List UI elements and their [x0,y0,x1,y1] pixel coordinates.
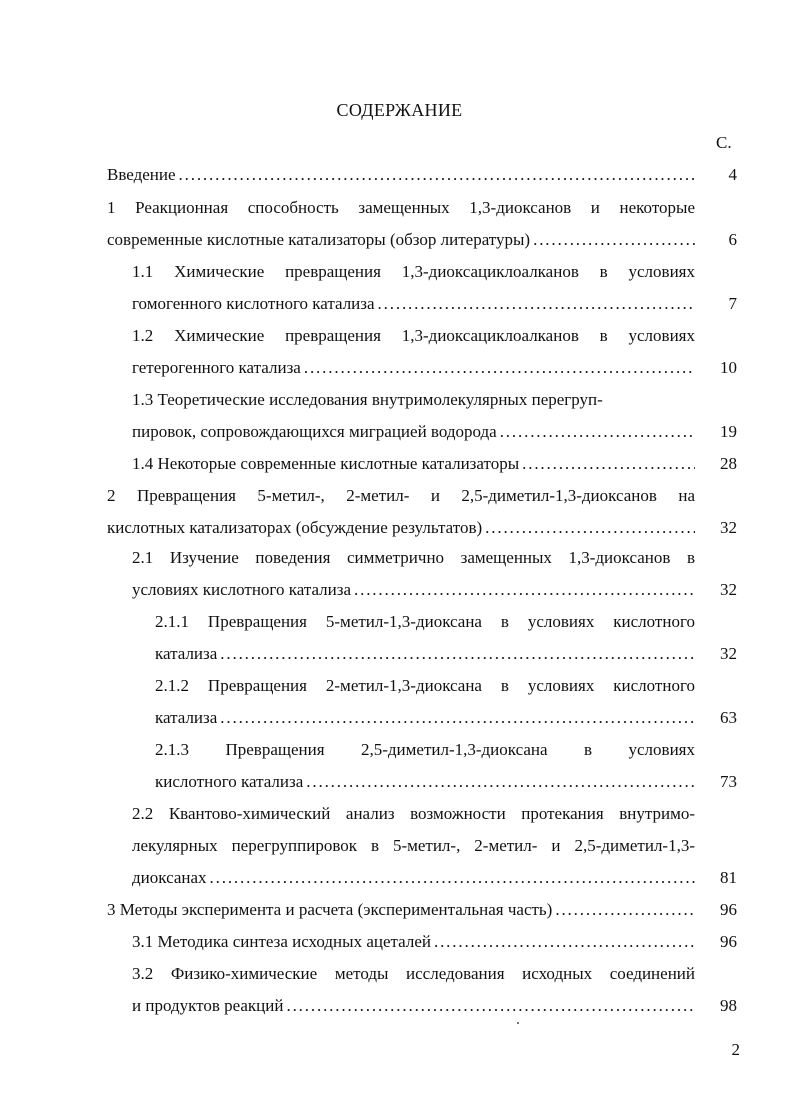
toc-page-number: 73 [720,772,737,791]
toc-entry-line: 1.3 Теоретические исследования внутримолекулярных перегруп- [132,390,603,409]
toc-entry-line: 2.1.2 Превращения 2-метил-1,3-диоксана в условиях кислотного [155,676,695,695]
leader-dots [286,994,695,1018]
toc-entry-line: 3.2 Физико-химические методы исследования исходных соединений [132,964,695,983]
toc-page-number: 63 [720,708,737,727]
toc-entry-line [132,292,695,316]
toc-entry-line [107,898,695,922]
leader-dots [555,898,695,922]
leader-dots [220,706,695,730]
page-column-label: С. [716,133,732,152]
toc-entry-line: 1 Реакционная способность замещенных 1,3-диоксанов и некоторые [107,198,695,217]
toc-entry-line: 2.2 Квантово-химический анализ возможности протекания внутримо- [132,804,695,823]
toc-entry-line: 1.2 Химические превращения 1,3-диоксациклоалканов в условиях [132,326,695,345]
toc-entry-line: лекулярных перегруппировок в 5-метил-, 2-метил- и 2,5-диметил-1,3- [132,836,695,855]
toc-entry-line [107,228,695,252]
leader-dots [378,292,695,316]
leader-dots [354,578,695,602]
toc-entry-line: 2.1.1 Превращения 5-метил-1,3-диоксана в условиях кислотного [155,612,695,631]
toc-page-number: 6 [728,230,737,249]
leader-dots [500,420,695,444]
toc-entry-line [132,930,695,954]
toc-entry-line [132,866,695,890]
toc-entry-line: 2.1.3 Превращения 2,5-диметил-1,3-диоксана в условиях [155,740,695,759]
toc-entry-line [132,420,695,444]
toc-entry-text: катализа [155,708,218,727]
leader-dots [434,930,695,954]
toc-entry-line [155,770,695,794]
toc-entry-text: 1.4 Некоторые современные кислотные катализаторы [132,454,520,473]
toc-entry-text: пировок, сопровождающихся миграцией водорода [132,422,497,441]
page-number: 2 [731,1040,740,1059]
leader-dots [220,642,695,666]
toc-entry-text: современные кислотные катализаторы (обзор литературы) [107,230,531,249]
toc-entry-line [132,356,695,380]
scan-speck [517,1022,519,1024]
toc-entry-line [155,642,695,666]
toc-page-number: 32 [720,518,737,537]
toc-page-number: 32 [720,644,737,663]
toc-page-number: 28 [720,454,737,473]
toc-entry-line: 1.1 Химические превращения 1,3-диоксациклоалканов в условиях [132,262,695,281]
leader-dots [485,516,695,540]
toc-entry-text: условиях кислотного катализа [132,580,351,599]
toc-entry-text: катализа [155,644,218,663]
toc-entry-line: 2 Превращения 5-метил-, 2-метил- и 2,5-диметил-1,3-диоксанов на [107,486,695,505]
toc-page-number: 7 [728,294,737,313]
page-title: СОДЕРЖАНИЕ [336,100,463,120]
leader-dots [522,452,695,476]
toc-entry-line [107,516,695,540]
toc-entry-text: 3 Методы эксперимента и расчета (экспериментальная часть) [107,900,553,919]
toc-page-number: 32 [720,580,737,599]
toc-page-number: 96 [720,900,737,919]
toc-entry-text: гомогенного кислотного катализа [132,294,375,313]
toc-entry-text: диоксанах [132,868,207,887]
toc-entry-text: 3.1 Методика синтеза исходных ацеталей [132,932,431,951]
toc-entry-line [132,452,695,476]
toc-entry-text: и продуктов реакций [132,996,284,1015]
leader-dots [210,866,695,890]
toc-entry-text: кислотных катализаторах (обсуждение результатов) [107,518,483,537]
toc-page-number: 19 [720,422,737,441]
toc-page-number: 4 [728,165,737,184]
leader-dots [306,770,695,794]
toc-entry-line: 2.1 Изучение поведения симметрично замещенных 1,3-диоксанов в [132,548,695,567]
toc-page-number: 81 [720,868,737,887]
toc-page-number: 96 [720,932,737,951]
leader-dots [179,163,695,187]
toc-entry-line [132,994,695,1018]
toc-entry-text: Введение [107,165,176,184]
toc-entry-line [132,578,695,602]
leader-dots [533,228,695,252]
leader-dots [304,356,695,380]
toc-entry-line [155,706,695,730]
toc-entry-text: гетерогенного катализа [132,358,301,377]
toc-entry-text: кислотного катализа [155,772,304,791]
toc-page-number: 98 [720,996,737,1015]
toc-page-number: 10 [720,358,737,377]
toc-entry-intro [107,163,695,187]
